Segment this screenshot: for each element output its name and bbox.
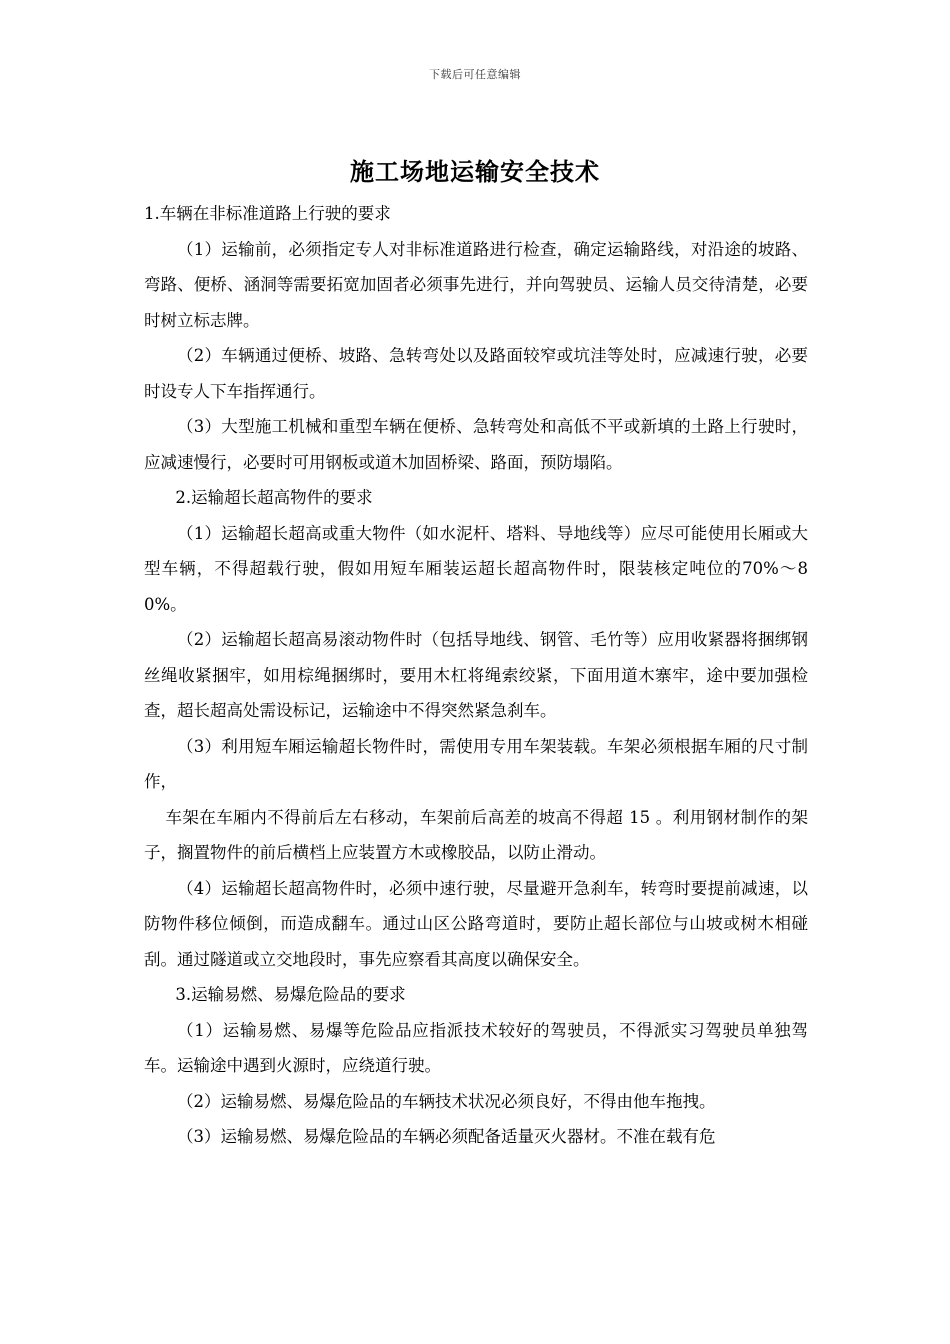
paragraph: （1）运输前，必须指定专人对非标准道路进行检查，确定运输路线，对沿途的坡路、弯路、便桥、涵洞等需要拓宽加固者必须事先进行，并向驾驶员、运输人员交待清楚，必要时树立标志牌。 (144, 239, 808, 330)
document-body (144, 196, 808, 1155)
section-heading-1: 1.车辆在非标准道路上行驶的要求 (144, 204, 391, 223)
paragraph: （3）大型施工机械和重型车辆在便桥、急转弯处和高低不平或新填的土路上行驶时，应减速慢行，必要时可用钢板或道木加固桥梁、路面，预防塌陷。 (144, 417, 808, 472)
paragraph: （1）运输易燃、易爆等危险品应指派技术较好的驾驶员，不得派实习驾驶员单独驾车。运输途中遇到火源时，应绕道行驶。 (144, 1020, 808, 1075)
paragraph: （2）运输易燃、易爆危险品的车辆技术状况必须良好，不得由他车拖拽。 (177, 1091, 716, 1111)
paragraph: （4）运输超长超高物件时，必须中速行驶，尽量避开急刹车，转弯时要提前减速，以防物件移位倾倒，而造成翻车。通过山区公路弯道时，要防止超长部位与山坡或树木相碰刮。通过隧道或立交地段时，事先应察看其高度以确保安全。 (144, 878, 808, 969)
section-heading-3: 3.运输易燃、易爆危险品的要求 (175, 985, 406, 1004)
section-heading-2: 2.运输超长超高物件的要求 (175, 488, 373, 507)
paragraph: （3）利用短车厢运输超长物件时，需使用专用车架装载。车架必须根据车厢的尺寸制作， (144, 736, 808, 791)
paragraph: （3）运输易燃、易爆危险品的车辆必须配备适量灭火器材。不准在载有危 (177, 1127, 716, 1146)
page-title: 施工场地运输安全技术 (350, 157, 600, 186)
paragraph: （1）运输超长超高或重大物件（如水泥杆、塔料、导地线等）应尽可能使用长厢或大型车辆，不得超载行驶，假如用短车厢装运超长超高物件时，限装核定吨位的70%～80%。 (144, 523, 808, 614)
paragraph: 车架在车厢内不得前后左右移动，车架前后高差的坡高不得超 15 。利用钢材制作的架子，搁置物件的前后横档上应装置方木或橡胶品，以防止滑动。 (144, 807, 808, 862)
paragraph: （2）车辆通过便桥、坡路、急转弯处以及路面较窄或坑洼等处时，应减速行驶，必要时设专人下车指挥通行。 (144, 346, 808, 401)
header-note: 下载后可任意编辑 (429, 68, 521, 81)
paragraph: （2）运输超长超高易滚动物件时（包括导地线、钢管、毛竹等）应用收紧器将捆绑钢丝绳收紧捆牢，如用棕绳捆绑时，要用木杠将绳索绞紧，下面用道木寨牢，途中要加强检查，超长超高处需设标记，运输途中不得突然紧急刹车。 (144, 630, 808, 720)
